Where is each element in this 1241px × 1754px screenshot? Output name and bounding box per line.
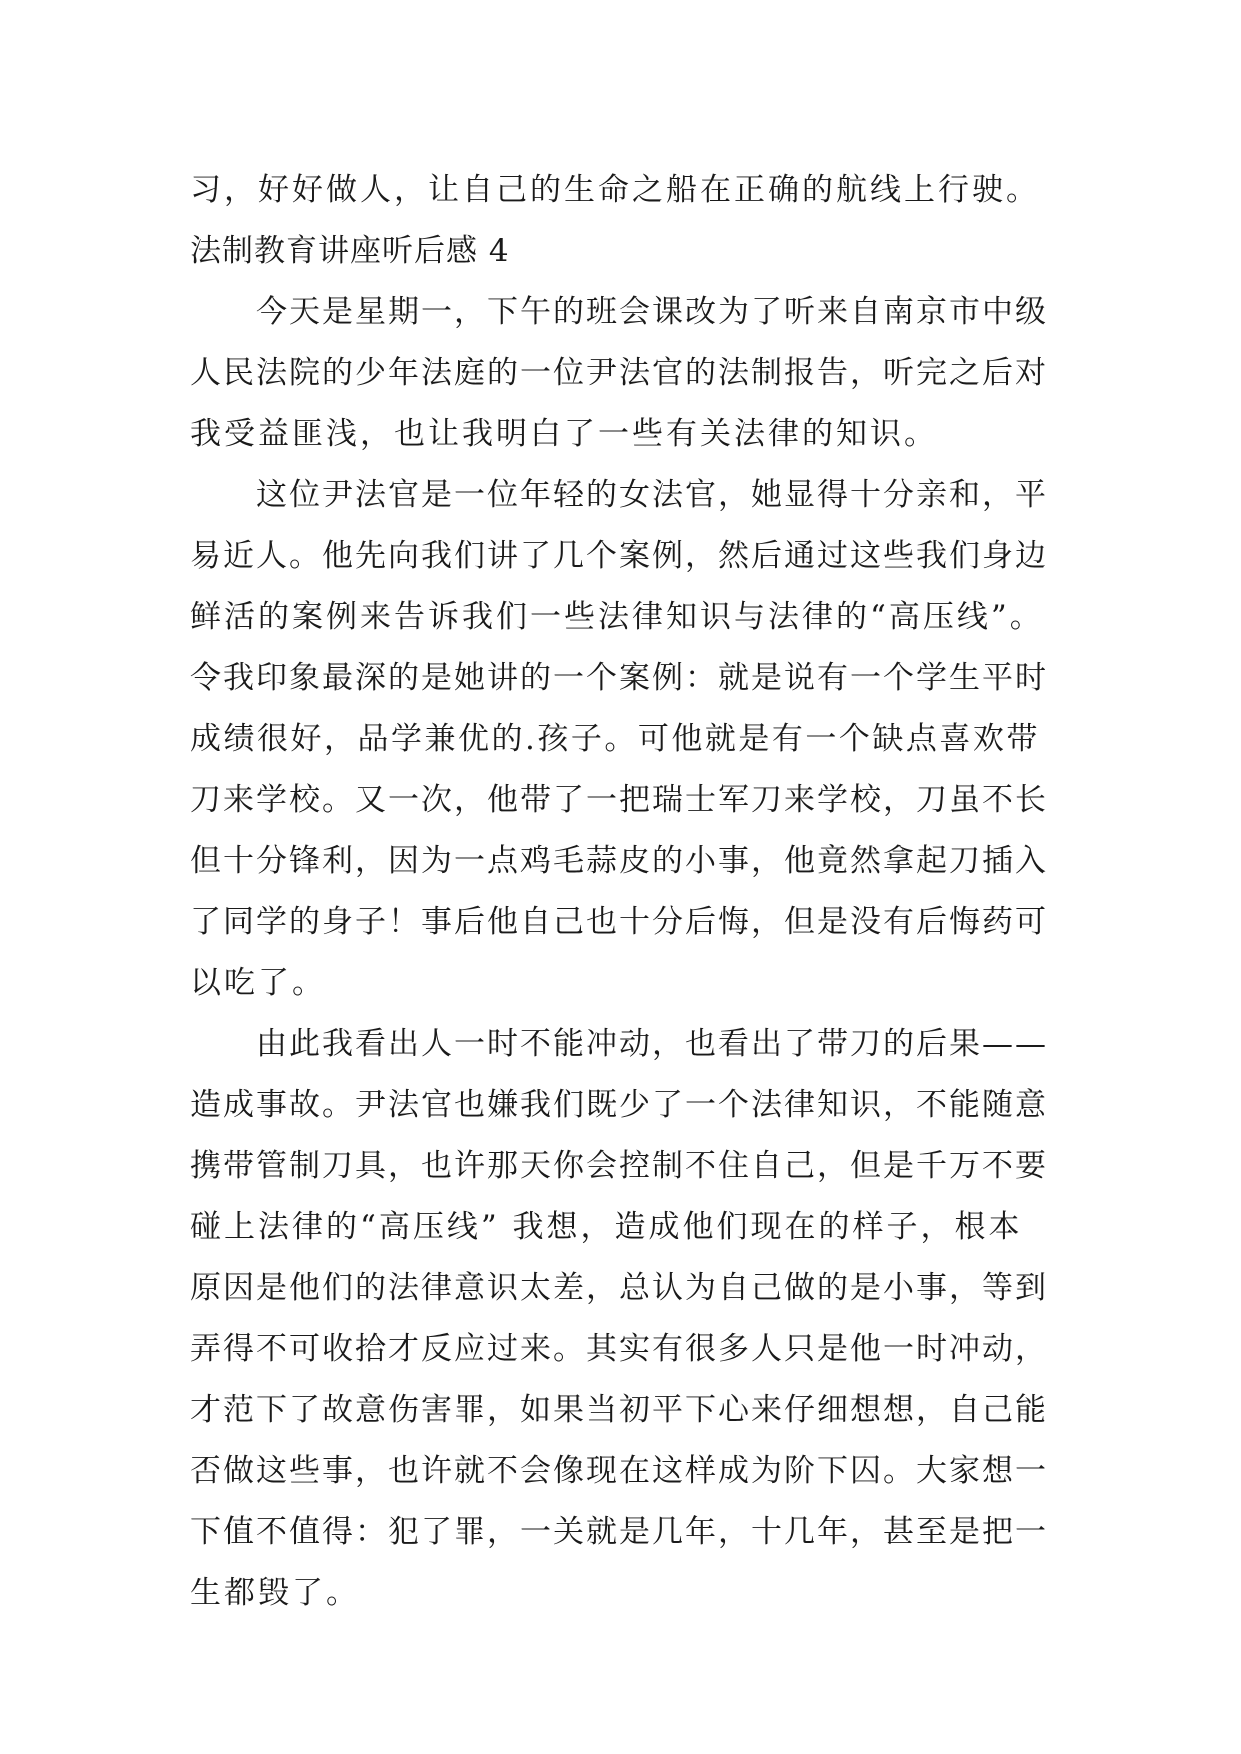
section-heading: 法制教育讲座听后感 4 <box>190 233 510 269</box>
text-line: 生都毁了。 <box>190 1575 360 1611</box>
text-line: 这位尹法官是一位年轻的女法官，她显得十分亲和，平 <box>256 477 1048 513</box>
text-line: 否做这些事，也许就不会像现在这样成为阶下囚。大家想一 <box>190 1453 1048 1489</box>
text-line: 原因是他们的法律意识太差，总认为自己做的是小事，等到 <box>190 1270 1048 1306</box>
text-line: 成绩很好，品学兼优的.孩子。可他就是有一个缺点喜欢带 <box>190 721 1040 757</box>
text-line: 造成事故。尹法官也嫌我们既少了一个法律知识，不能随意 <box>190 1087 1048 1123</box>
text-line: 人民法院的少年法庭的一位尹法官的法制报告，听完之后对 <box>190 355 1048 391</box>
text-line: 鲜活的案例来告诉我们一些法律知识与法律的“高压线”。 <box>190 599 1044 635</box>
text-line: 习，好好做人，让自己的生命之船在正确的航线上行驶。 <box>190 172 1040 208</box>
text-line: 但十分锋利，因为一点鸡毛蒜皮的小事，他竟然拿起刀插入 <box>190 843 1048 879</box>
text-line: 碰上法律的“高压线” 我想，造成他们现在的样子，根本 <box>190 1209 1023 1245</box>
text-line: 我受益匪浅，也让我明白了一些有关法律的知识。 <box>190 416 938 452</box>
text-line: 易近人。他先向我们讲了几个案例，然后通过这些我们身边 <box>190 538 1048 574</box>
text-line: 由此我看出人一时不能冲动，也看出了带刀的后果—— <box>256 1026 1048 1062</box>
text-line: 以吃了。 <box>190 965 326 1001</box>
text-line: 令我印象最深的是她讲的一个案例：就是说有一个学生平时 <box>190 660 1048 696</box>
text-line: 才范下了故意伤害罪，如果当初平下心来仔细想想，自己能 <box>190 1392 1048 1428</box>
text-line: 了同学的身子！事后他自己也十分后悔，但是没有后悔药可 <box>190 904 1048 940</box>
text-line: 携带管制刀具，也许那天你会控制不住自己，但是千万不要 <box>190 1148 1048 1184</box>
text-line: 弄得不可收拾才反应过来。其实有很多人只是他一时冲动， <box>190 1331 1048 1367</box>
document-body <box>190 160 1050 1624</box>
text-line: 下值不值得：犯了罪，一关就是几年，十几年，甚至是把一 <box>190 1514 1048 1550</box>
text-line: 今天是星期一，下午的班会课改为了听来自南京市中级 <box>256 294 1048 330</box>
text-line: 刀来学校。又一次，他带了一把瑞士军刀来学校，刀虽不长 <box>190 782 1048 818</box>
